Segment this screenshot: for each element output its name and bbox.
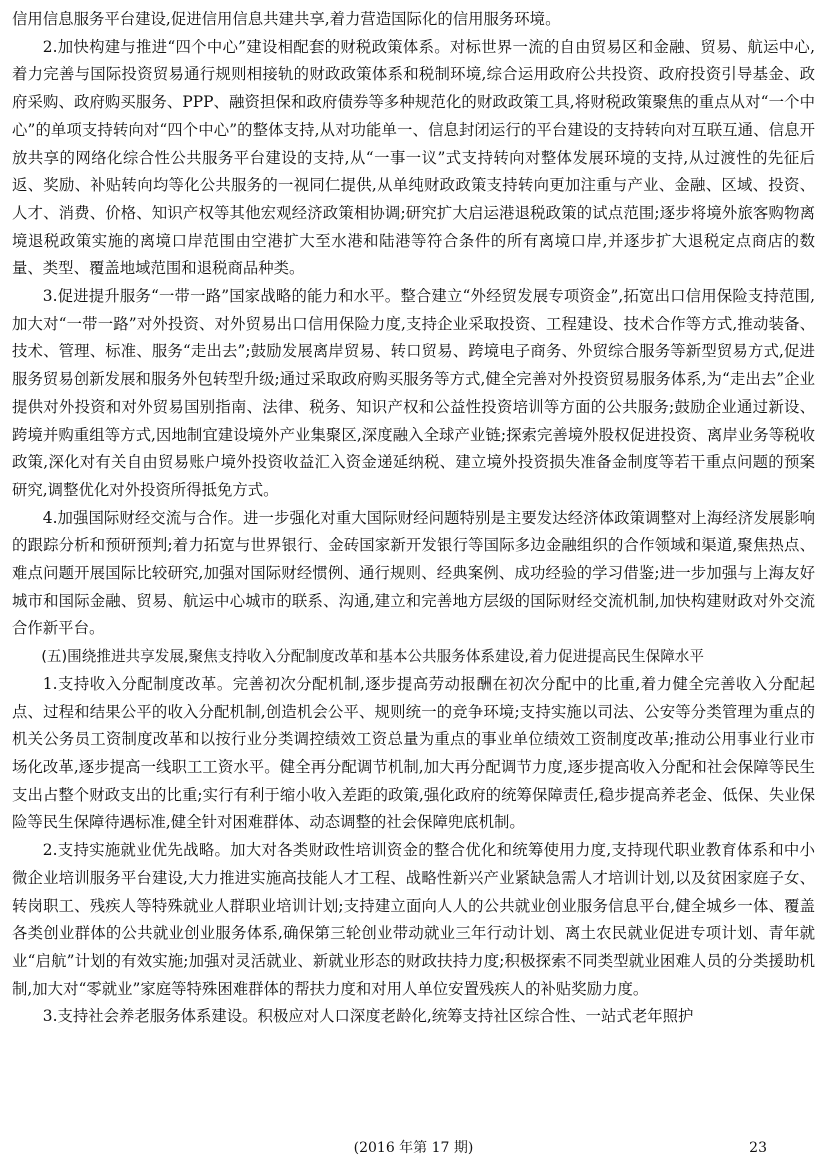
paragraph-continued: 信用信息服务平台建设,促进信用信息共建共享,着力营造国际化的信用服务环境。 [12,10,561,28]
document-body [12,6,815,1031]
issue-label: (2016 年第 17 期) [353,1140,474,1156]
page-footer [0,1135,827,1161]
paragraph-employment: 2.支持实施就业优先战略。加大对各类财政性培训资金的整合优化和统筹使用力度,支持现代职业教育体系和中小微企业培训服务平台建设,大力推进实施高技能人才工程、战略性新兴产业紧缺急需人才培训计划,以及贫困家庭子女、转岗职工、残疾人等特殊就业人群职业培训计划;支持建立面向人人的公共就业创业服务信息平台,健全城乡一体、覆盖各类创业群体的公共就业创业服务体系,确保第三轮创业带动就业三年行动计划、离土农民就业促进专项计划、青年就业“启航”计划的有效实施;加强对灵活就业、新就业形态的财政扶持力度;积极探索不同类型就业困难人员的分类援助机制,加大对“零就业”家庭等特殊困难群体的帮扶力度和对用人单位安置残疾人的补贴奖励力度。 [12,841,815,998]
section-heading: (五)围绕推进共享发展,聚焦支持收入分配制度改革和基本公共服务体系建设,着力促进提高民生保障水平 [41,648,704,666]
paragraph-fiscal-policy: 2.加快构建与推进“四个中心”建设相配套的财税政策体系。对标世界一流的自由贸易区和金融、贸易、航运中心,着力完善与国际投资贸易通行规则相接轨的财政政策体系和税制环境,综合运用政府公共投资、政府投资引导基金、政府采购、政府购买服务、PPP、融资担保和政府债券等多种规范化的财政政策工具,将财税政策聚焦的重点从对“一个中心”的单项支持转向对“四个中心”的整体支持,从对功能单一、信息封闭运行的平台建设的支持转向对互联互通、信息开放共享的网络化综合性公共服务平台建设的支持,从“一事一议”式支持转向对整体发展环境的支持,从过渡性的先征后返、奖励、补贴转向均等化公共服务的一视同仁提供,从单纯财政政策支持转向更加注重与产业、金融、区域、投资、人才、消费、价格、知识产权等其他宏观经济政策相协调;研究扩大启运港退税政策的试点范围;逐步将境外旅客购物离境退税政策实施的离境口岸范围由空港扩大至水港和陆港等符合条件的所有离境口岸,并逐步扩大退税定点商店的数量、类型、覆盖地域范围和退税商品种类。 [12,37,815,278]
page-number: 23 [749,1140,767,1156]
paragraph-belt-road: 3.促进提升服务“一带一路”国家战略的能力和水平。整合建立“外经贸发展专项资金”,拓宽出口信用保险支持范围,加大对“一带一路”对外投资、对外贸易出口信用保险力度,支持企业采取投资、工程建设、技术合作等方式,推动装备、技术、管理、标准、服务“走出去”;鼓励发展离岸贸易、转口贸易、跨境电子商务、外贸综合服务等新型贸易方式,促进服务贸易创新发展和服务外包转型升级;通过采取政府购买服务等方式,健全完善对外投资贸易服务体系,为“走出去”企业提供对外投资和对外贸易国别指南、法律、税务、知识产权和公益性投资培训等方面的公共服务;鼓励企业通过新设、跨境并购重组等方式,因地制宜建设境外产业集聚区,深度融入全球产业链;探索完善境外股权促进投资、离岸业务等税收政策,深化对有关自由贸易账户境外投资收益汇入资金递延纳税、建立境外投资损失准备金制度等若干重点问题的预案研究,调整优化对外投资所得抵免方式。 [12,287,815,499]
paragraph-elderly-care: 3.支持社会养老服务体系建设。积极应对人口深度老龄化,统筹支持社区综合性、一站式老年照护 [42,1007,694,1026]
paragraph-intl-finance: 4.加强国际财经交流与合作。进一步强化对重大国际财经问题特别是主要发达经济体政策调整对上海经济发展影响的跟踪分析和预研预判;着力拓宽与世界银行、金砖国家新开发银行等国际多边金融组织的合作领域和渠道,聚焦热点、难点问题开展国际比较研究,加强对国际财经惯例、通行规则、经典案例、成功经验的学习借鉴;进一步加强与上海友好城市和国际金融、贸易、航运中心城市的联系、沟通,建立和完善地方层级的国际财经交流机制,加快构建财政对外交流合作新平台。 [12,508,815,638]
paragraph-income-distribution: 1.支持收入分配制度改革。完善初次分配机制,逐步提高劳动报酬在初次分配中的比重,着力健全完善收入分配起点、过程和结果公平的收入分配机制,创造机会公平、规则统一的竞争环境;支持实施以司法、公安等分类管理为重点的机关公务员工资制度改革和以按行业分类调控绩效工资总量为重点的事业单位绩效工资制度改革;推动公用事业行业市场化改革,逐步提高一线职工工资水平。健全再分配调节机制,加大再分配调节力度,逐步提高收入分配和社会保障等民生支出占整个财政支出的比重;实行有利于缩小收入差距的政策,强化政府的统筹保障责任,稳步提高养老金、低保、失业保险等民生保障待遇标准,健全针对困难群体、动态调整的社会保障兜底机制。 [12,674,815,832]
